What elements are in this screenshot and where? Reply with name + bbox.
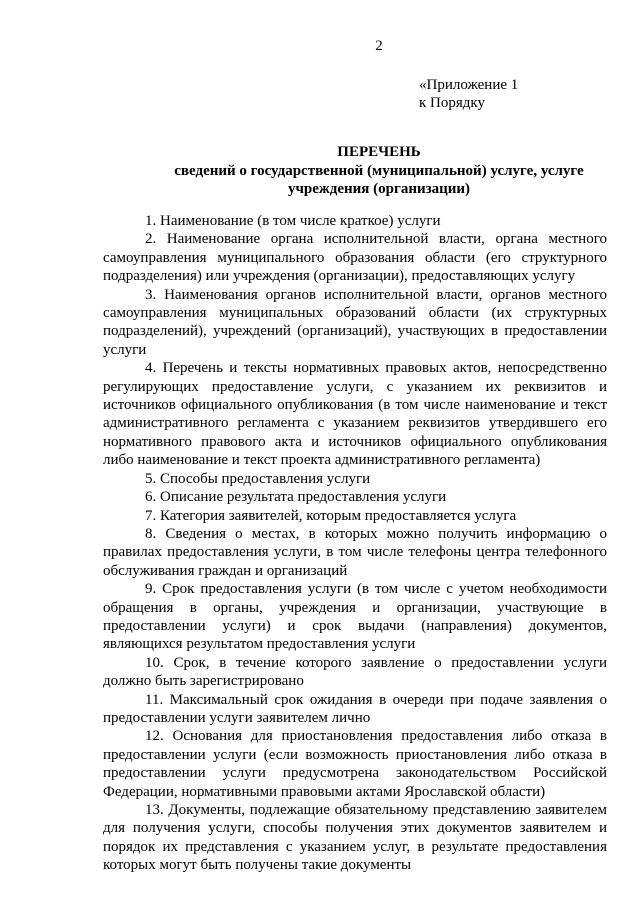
document-heading: [100, 143, 640, 199]
appendix-line-1: «Приложение 1: [419, 77, 519, 93]
appendix-line-2: к Порядку: [419, 95, 485, 111]
list-item: 11. Максимальный срок ожидания в очереди при подаче заявления о предоставлении услуги заявителем лично: [103, 691, 607, 726]
appendix-reference: [419, 76, 518, 112]
list-item: 4. Перечень и тексты нормативных правовых актов, непосредственно регулирующих предоставление услуги, с указанием их реквизитов и источников официального опубликования (в том числе наименование и текст административного регламента с указанием реквизитов утвердившего его нормативного правового акта и источников официального опубликования либо наименование и текст проекта административного регламента): [103, 360, 607, 469]
list-item: 13. Документы, подлежащие обязательному представлению заявителем для получения услуги, способы получения этих документов заявителем и порядок их представления с указанием услуг, в результате предоставления которых могут быть получены такие документы: [103, 802, 607, 874]
list-item: 8. Сведения о местах, в которых можно получить информацию о правилах предоставления услуги, в том числе телефоны центра телефонного обслуживания граждан и организаций: [103, 525, 607, 579]
list-item: 2. Наименование органа исполнительной власти, органа местного самоуправления муниципального образования области (его структурного подразделения) или учреждения (организации), предоставляющих услугу: [103, 231, 607, 285]
list-item: 3. Наименования органов исполнительной власти, органов местного самоуправления муниципальных образований области (их структурных подразделений), учреждений (организаций), участвующих в предоставлении услуги: [103, 286, 607, 358]
list-item: 12. Основания для приостановления предоставления либо отказа в предоставлении услуги (если возможность приостановления либо отказа в предоставлении услуги предусмотрена законодательством Российской Федерации, нормативными правовыми актами Ярославской области): [103, 728, 607, 800]
heading-line-2: сведений о государственной (муниципальной) услуге, услуге: [174, 162, 584, 179]
page-number: 2: [375, 38, 383, 54]
list-item: 10. Срок, в течение которого заявление о предоставлении услуги должно быть зарегистрировано: [103, 654, 607, 690]
items-list: [103, 212, 607, 875]
list-item: 6. Описание результата предоставления услуги: [145, 489, 447, 506]
list-item: 9. Срок предоставления услуги (в том числе с учетом необходимости обращения в органы, учреждения и организации, участвующие в предоставлении услуги) и срок выдачи (направления) документов, являющихся результатом предоставления услуги: [103, 581, 607, 653]
list-item: 1. Наименование (в том числе краткое) услуги: [145, 213, 441, 229]
heading-line-3: учреждения (организации): [287, 181, 471, 197]
list-item: 7. Категория заявителей, которым предоставляется услуга: [145, 507, 517, 524]
heading-title: ПЕРЕЧЕНЬ: [337, 144, 421, 160]
list-item: 5. Способы предоставления услуги: [145, 470, 371, 487]
